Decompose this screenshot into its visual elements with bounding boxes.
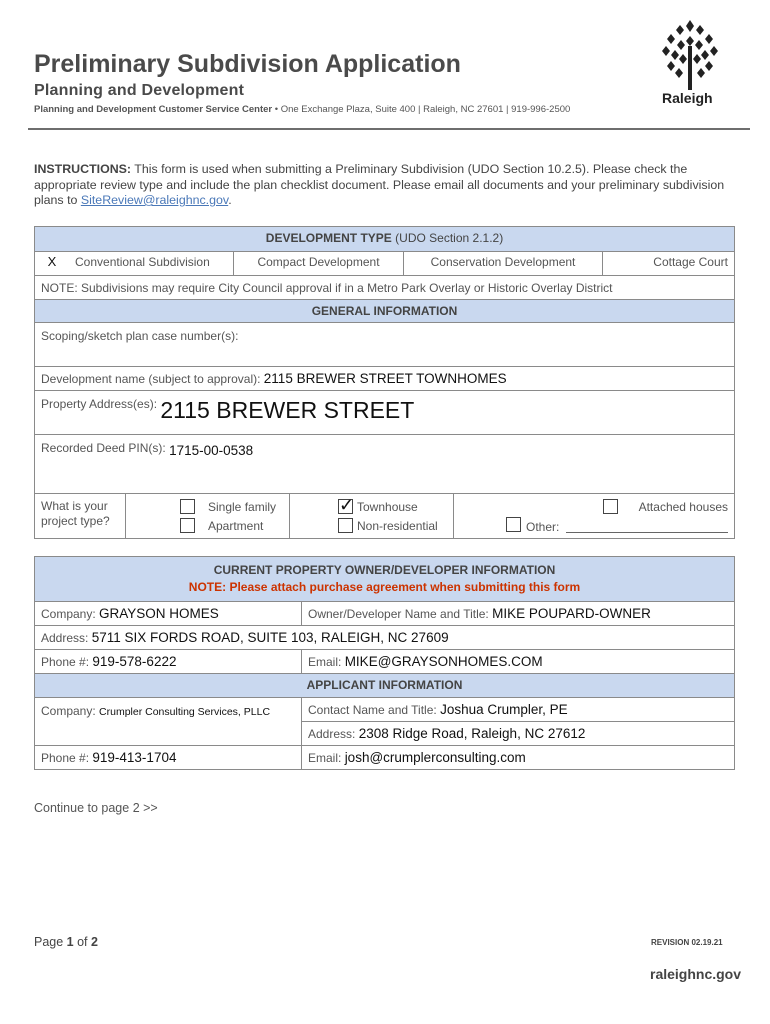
applicant-phone-row (35, 745, 734, 769)
applicant-contact-label: Contact Name and Title: (308, 703, 437, 717)
option-conventional-subdivision[interactable]: Conventional Subdivision (75, 255, 210, 269)
owner-email-value: MIKE@GRAYSONHOMES.COM (344, 654, 543, 669)
continue-link[interactable]: Continue to page 2 >> (34, 801, 158, 815)
owner-address-row (35, 625, 734, 649)
property-address-label: Property Address(es): (41, 397, 158, 411)
devname-row (35, 366, 734, 390)
owner-phone-label: Phone #: (41, 655, 90, 669)
pin-value: 1715-00-0538 (169, 443, 254, 458)
project-type-col-2 (289, 494, 453, 538)
apartment-label: Apartment (208, 519, 264, 533)
instructions-text: This form is used when submitting a Preliminary Subdivision (UDO Section 10.2.5). Please check the appropriate review type and include the plan checklist document. Please email all documents and your preliminary subdivision plans to (34, 162, 725, 207)
dev-type-heading-row (35, 227, 734, 251)
instructions-label: INSTRUCTIONS: (34, 162, 132, 176)
dev-type-heading (35, 227, 734, 251)
apartment-checkbox[interactable] (180, 518, 195, 533)
attached-houses-checkbox[interactable] (603, 499, 618, 514)
devname-value: 2115 BREWER STREET TOWNHOMES (263, 371, 507, 386)
site-url[interactable]: raleighnc.gov (650, 966, 742, 982)
option-cottage-court[interactable]: Cottage Court (602, 252, 734, 275)
contact-center: Planning and Development Customer Service Center (34, 104, 273, 115)
applicant-email-label: Email: (308, 751, 342, 765)
applicant-heading-row (35, 673, 734, 697)
project-type-label-line2: project type? (41, 514, 110, 528)
project-type-label-line1: What is your (41, 499, 108, 513)
owner-company-field[interactable] (35, 602, 301, 625)
owner-email-label: Email: (308, 655, 342, 669)
property-address-field[interactable] (35, 391, 734, 434)
applicant-phone-label: Phone #: (41, 751, 90, 765)
project-type-col-1 (125, 494, 289, 538)
single-family-label: Single family (208, 500, 277, 514)
instructions (34, 162, 734, 209)
owner-heading-row (35, 557, 734, 601)
applicant-phone-value: 919-413-1704 (92, 750, 177, 765)
pin-label: Recorded Deed PIN(s): (41, 441, 166, 455)
other-checkbox[interactable] (506, 517, 521, 532)
devname-field[interactable] (35, 367, 734, 390)
dev-type-mark[interactable]: X (47, 254, 57, 269)
page-of: of (73, 935, 91, 949)
applicant-company-label: Company: (41, 704, 96, 718)
revision-label: REVISION 02.19.21 (651, 938, 723, 947)
owner-applicant-table (34, 556, 735, 770)
general-info-heading: GENERAL INFORMATION (35, 300, 734, 322)
single-family-checkbox[interactable] (180, 499, 195, 514)
applicant-company-field[interactable] (35, 698, 301, 745)
owner-company-value: GRAYSON HOMES (99, 606, 219, 621)
owner-phone-field[interactable] (35, 650, 301, 673)
dev-type-title: DEVELOPMENT TYPE (265, 231, 392, 245)
owner-phone-value: 919-578-6222 (92, 654, 177, 669)
owner-heading-title: CURRENT PROPERTY OWNER/DEVELOPER INFORMATION (213, 563, 556, 577)
pin-field[interactable] (35, 435, 734, 493)
owner-email-field[interactable] (301, 650, 734, 673)
applicant-phone-field[interactable] (35, 746, 301, 769)
other-input[interactable] (566, 532, 728, 533)
applicant-company-value: Crumpler Consulting Services, PLLC (99, 706, 271, 718)
owner-address-field[interactable] (35, 626, 734, 649)
instructions-end: . (228, 193, 232, 207)
option-conservation-development[interactable]: Conservation Development (403, 252, 602, 275)
page-total: 2 (91, 935, 98, 949)
logo-wordmark: Raleigh (662, 90, 713, 106)
owner-phone-row (35, 649, 734, 673)
contact-line (34, 104, 570, 115)
non-residential-label: Non-residential (357, 519, 438, 533)
pin-row (35, 434, 734, 493)
scoping-field[interactable] (35, 323, 734, 366)
owner-company-row (35, 601, 734, 625)
general-heading-row (35, 299, 734, 322)
dev-type-note-row (35, 275, 734, 299)
contact-details: • One Exchange Plaza, Suite 400 | Raleigh, NC 27601 | 919-996-2500 (272, 104, 571, 115)
owner-heading (35, 557, 734, 601)
owner-company-label: Company: (41, 607, 96, 621)
owner-name-value: MIKE POUPARD-OWNER (492, 606, 651, 621)
townhouse-label: Townhouse (357, 500, 418, 514)
project-type-col-3 (453, 494, 734, 538)
scoping-row (35, 322, 734, 366)
applicant-contact-value: Joshua Crumpler, PE (440, 702, 568, 717)
applicant-address-field[interactable] (302, 721, 734, 745)
applicant-contact-col (301, 698, 734, 745)
option-compact-development[interactable]: Compact Development (233, 252, 403, 275)
page-current: 1 (66, 935, 74, 949)
applicant-email-field[interactable] (301, 746, 734, 769)
applicant-address-value: 2308 Ridge Road, Raleigh, NC 27612 (358, 726, 586, 742)
project-type-row (35, 493, 734, 538)
non-residential-checkbox[interactable] (338, 518, 353, 533)
applicant-heading: APPLICANT INFORMATION (35, 674, 734, 697)
header-divider (28, 128, 750, 130)
page-prefix: Page (34, 935, 67, 949)
page-number (34, 935, 98, 949)
applicant-contact-field[interactable] (302, 698, 734, 721)
other-label: Other: (526, 520, 560, 534)
sitereview-email-link[interactable]: SiteReview@raleighnc.gov (80, 193, 229, 207)
dev-type-options-row (35, 251, 734, 275)
townhouse-check-icon: ✓ (339, 495, 355, 515)
property-address-value: 2115 BREWER STREET (160, 397, 415, 423)
devname-label: Development name (subject to approval): (41, 372, 261, 386)
attached-houses-label: Attached houses (638, 500, 728, 514)
owner-address-label: Address: (41, 631, 89, 645)
project-type-label (35, 494, 125, 538)
overlay-note: NOTE: Subdivisions may require City Council approval if in a Metro Park Overlay or Historic Overlay District (41, 281, 613, 295)
owner-name-label: Owner/Developer Name and Title: (308, 607, 489, 621)
page-subtitle: Planning and Development (34, 82, 245, 99)
applicant-email-value: josh@crumplerconsulting.com (344, 750, 526, 765)
address-row (35, 390, 734, 434)
owner-address-value: 5711 SIX FORDS ROAD, SUITE 103, RALEIGH, NC 27609 (91, 630, 449, 645)
development-general-table (34, 226, 735, 539)
page-title: Preliminary Subdivision Application (34, 50, 461, 78)
dev-type-note: (UDO Section 2.1.2) (391, 231, 504, 245)
owner-name-field[interactable] (301, 602, 734, 625)
purchase-agreement-note: NOTE: Please attach purchase agreement when submitting this form (188, 580, 581, 594)
applicant-address-label: Address: (308, 727, 356, 742)
scoping-label: Scoping/sketch plan case number(s): (41, 329, 239, 343)
applicant-top-row (35, 697, 734, 745)
